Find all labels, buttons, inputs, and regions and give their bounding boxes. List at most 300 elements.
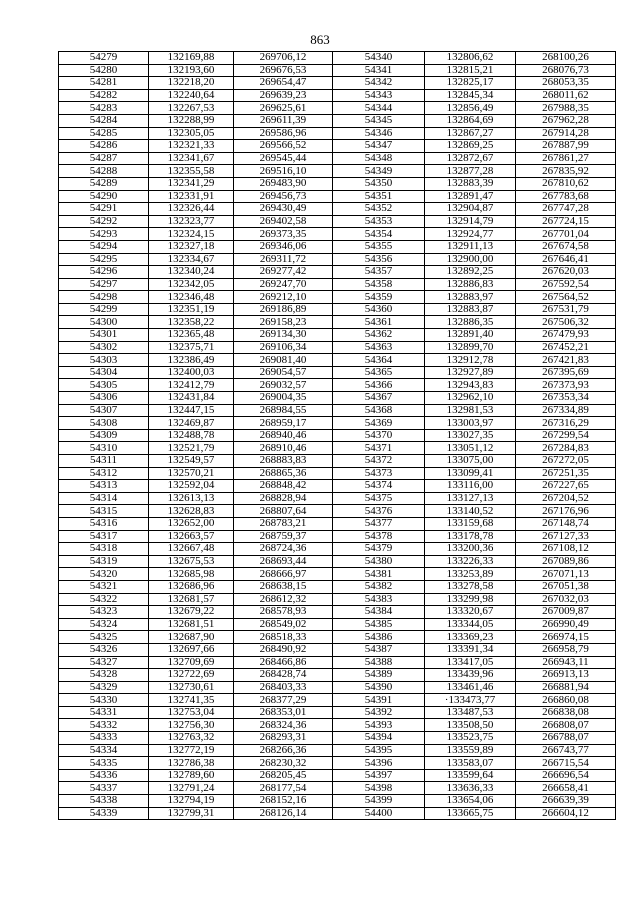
point-number-left: 54291 xyxy=(59,203,149,216)
point-number-right: 54351 xyxy=(333,190,425,203)
y-coordinate-left: 268959,17 xyxy=(234,417,333,430)
x-coordinate-right: 133599,64 xyxy=(425,769,516,782)
x-coordinate-right: 133099,41 xyxy=(425,467,516,480)
y-coordinate-right: 267334,89 xyxy=(516,404,616,417)
table-row xyxy=(59,732,616,745)
table-row xyxy=(59,568,616,581)
y-coordinate-right: 267620,03 xyxy=(516,266,616,279)
table-row xyxy=(59,455,616,468)
point-number-right: 54347 xyxy=(333,140,425,153)
x-coordinate-left: 132218,20 xyxy=(149,77,234,90)
x-coordinate-right: 132877,28 xyxy=(425,165,516,178)
y-coordinate-right: 267353,34 xyxy=(516,392,616,405)
point-number-right: 54389 xyxy=(333,669,425,682)
point-number-right: 54385 xyxy=(333,618,425,631)
x-coordinate-right: 132943,83 xyxy=(425,379,516,392)
x-coordinate-left: 132305,05 xyxy=(149,127,234,140)
y-coordinate-left: 268205,45 xyxy=(234,769,333,782)
table-row xyxy=(59,165,616,178)
y-coordinate-right: 266990,49 xyxy=(516,618,616,631)
y-coordinate-left: 269483,90 xyxy=(234,177,333,190)
point-number-right: 54386 xyxy=(333,631,425,644)
x-coordinate-right: 132904,87 xyxy=(425,203,516,216)
point-number-right: 54367 xyxy=(333,392,425,405)
x-coordinate-right: 133369,23 xyxy=(425,631,516,644)
x-coordinate-left: 132709,69 xyxy=(149,656,234,669)
x-coordinate-left: 132334,67 xyxy=(149,253,234,266)
y-coordinate-left: 268549,02 xyxy=(234,618,333,631)
y-coordinate-left: 268230,32 xyxy=(234,757,333,770)
point-number-left: 54326 xyxy=(59,643,149,656)
table-row xyxy=(59,593,616,606)
y-coordinate-left: 269706,12 xyxy=(234,52,333,65)
y-coordinate-right: 266743,77 xyxy=(516,744,616,757)
y-coordinate-left: 268518,33 xyxy=(234,631,333,644)
x-coordinate-right: 133200,36 xyxy=(425,543,516,556)
point-number-right: 54384 xyxy=(333,606,425,619)
point-number-left: 54279 xyxy=(59,52,149,65)
table-row xyxy=(59,291,616,304)
x-coordinate-left: 132400,03 xyxy=(149,366,234,379)
y-coordinate-right: 267592,54 xyxy=(516,278,616,291)
x-coordinate-right: 133226,33 xyxy=(425,555,516,568)
y-coordinate-right: 266860,08 xyxy=(516,694,616,707)
point-number-right: 54344 xyxy=(333,102,425,115)
point-number-left: 54335 xyxy=(59,757,149,770)
y-coordinate-left: 269054,57 xyxy=(234,366,333,379)
point-number-right: 54345 xyxy=(333,114,425,127)
point-number-left: 54298 xyxy=(59,291,149,304)
point-number-right: 54398 xyxy=(333,782,425,795)
x-coordinate-left: 132628,83 xyxy=(149,505,234,518)
table-row xyxy=(59,240,616,253)
y-coordinate-left: 269106,34 xyxy=(234,341,333,354)
x-coordinate-right: 133583,07 xyxy=(425,757,516,770)
x-coordinate-left: 132323,77 xyxy=(149,215,234,228)
point-number-left: 54281 xyxy=(59,77,149,90)
x-coordinate-left: 132667,48 xyxy=(149,543,234,556)
point-number-left: 54293 xyxy=(59,228,149,241)
y-coordinate-left: 268177,54 xyxy=(234,782,333,795)
y-coordinate-right: 267176,96 xyxy=(516,505,616,518)
x-coordinate-right: 132825,17 xyxy=(425,77,516,90)
x-coordinate-left: 132341,67 xyxy=(149,152,234,165)
point-number-left: 54289 xyxy=(59,177,149,190)
y-coordinate-right: 266639,39 xyxy=(516,795,616,808)
point-number-right: 54378 xyxy=(333,530,425,543)
point-number-left: 54283 xyxy=(59,102,149,115)
table-row xyxy=(59,580,616,593)
table-row xyxy=(59,190,616,203)
y-coordinate-right: 267204,52 xyxy=(516,492,616,505)
point-number-left: 54297 xyxy=(59,278,149,291)
y-coordinate-right: 267479,93 xyxy=(516,329,616,342)
x-coordinate-left: 132327,18 xyxy=(149,240,234,253)
point-number-right: 54371 xyxy=(333,442,425,455)
x-coordinate-left: 132652,00 xyxy=(149,517,234,530)
x-coordinate-right: ·133473,77 xyxy=(425,694,516,707)
x-coordinate-right: 133417,05 xyxy=(425,656,516,669)
y-coordinate-right: 266838,08 xyxy=(516,706,616,719)
table-row xyxy=(59,492,616,505)
point-number-right: 54352 xyxy=(333,203,425,216)
point-number-right: 54397 xyxy=(333,769,425,782)
point-number-right: 54358 xyxy=(333,278,425,291)
table-row xyxy=(59,631,616,644)
y-coordinate-left: 269158,23 xyxy=(234,316,333,329)
y-coordinate-left: 268377,29 xyxy=(234,694,333,707)
point-number-right: 54341 xyxy=(333,64,425,77)
point-number-right: 54370 xyxy=(333,429,425,442)
point-number-right: 54349 xyxy=(333,165,425,178)
point-number-right: 54388 xyxy=(333,656,425,669)
y-coordinate-left: 269516,10 xyxy=(234,165,333,178)
x-coordinate-right: 132845,34 xyxy=(425,89,516,102)
table-row xyxy=(59,253,616,266)
point-number-left: 54286 xyxy=(59,140,149,153)
x-coordinate-right: 133299,98 xyxy=(425,593,516,606)
y-coordinate-left: 269311,72 xyxy=(234,253,333,266)
point-number-right: 54362 xyxy=(333,329,425,342)
point-number-left: 54332 xyxy=(59,719,149,732)
table-row xyxy=(59,694,616,707)
x-coordinate-left: 132763,32 xyxy=(149,732,234,745)
x-coordinate-right: 132900,00 xyxy=(425,253,516,266)
x-coordinate-left: 132412,79 xyxy=(149,379,234,392)
point-number-left: 54292 xyxy=(59,215,149,228)
point-number-left: 54299 xyxy=(59,303,149,316)
point-number-left: 54315 xyxy=(59,505,149,518)
x-coordinate-left: 132549,57 xyxy=(149,455,234,468)
table-row xyxy=(59,329,616,342)
x-coordinate-right: 133178,78 xyxy=(425,530,516,543)
x-coordinate-right: 132891,40 xyxy=(425,329,516,342)
y-coordinate-left: 268848,42 xyxy=(234,480,333,493)
x-coordinate-right: 133140,52 xyxy=(425,505,516,518)
table-row xyxy=(59,316,616,329)
point-number-right: 54382 xyxy=(333,580,425,593)
y-coordinate-left: 268666,97 xyxy=(234,568,333,581)
x-coordinate-right: 132891,47 xyxy=(425,190,516,203)
point-number-right: 54393 xyxy=(333,719,425,732)
x-coordinate-left: 132331,91 xyxy=(149,190,234,203)
y-coordinate-left: 269456,73 xyxy=(234,190,333,203)
x-coordinate-right: 133461,46 xyxy=(425,681,516,694)
y-coordinate-right: 267395,69 xyxy=(516,366,616,379)
y-coordinate-left: 268865,36 xyxy=(234,467,333,480)
point-number-right: 54387 xyxy=(333,643,425,656)
point-number-right: 54365 xyxy=(333,366,425,379)
y-coordinate-right: 267421,83 xyxy=(516,354,616,367)
table-row xyxy=(59,505,616,518)
point-number-right: 54350 xyxy=(333,177,425,190)
x-coordinate-right: 133665,75 xyxy=(425,807,516,820)
x-coordinate-right: 133116,00 xyxy=(425,480,516,493)
x-coordinate-left: 132756,30 xyxy=(149,719,234,732)
point-number-left: 54307 xyxy=(59,404,149,417)
point-number-right: 54366 xyxy=(333,379,425,392)
point-number-left: 54282 xyxy=(59,89,149,102)
x-coordinate-left: 132681,51 xyxy=(149,618,234,631)
x-coordinate-left: 132469,87 xyxy=(149,417,234,430)
table-row xyxy=(59,114,616,127)
point-number-right: 54355 xyxy=(333,240,425,253)
point-number-left: 54290 xyxy=(59,190,149,203)
x-coordinate-right: 133344,05 xyxy=(425,618,516,631)
point-number-right: 54356 xyxy=(333,253,425,266)
x-coordinate-right: 133439,96 xyxy=(425,669,516,682)
point-number-left: 54336 xyxy=(59,769,149,782)
y-coordinate-right: 266958,79 xyxy=(516,643,616,656)
y-coordinate-right: 267724,15 xyxy=(516,215,616,228)
point-number-left: 54320 xyxy=(59,568,149,581)
table-row xyxy=(59,303,616,316)
point-number-left: 54314 xyxy=(59,492,149,505)
table-row xyxy=(59,543,616,556)
x-coordinate-right: 132883,87 xyxy=(425,303,516,316)
x-coordinate-right: 132883,97 xyxy=(425,291,516,304)
coordinates-table-body xyxy=(59,52,616,820)
point-number-left: 54288 xyxy=(59,165,149,178)
y-coordinate-right: 267148,74 xyxy=(516,517,616,530)
table-row xyxy=(59,152,616,165)
point-number-right: 54394 xyxy=(333,732,425,745)
y-coordinate-left: 268403,33 xyxy=(234,681,333,694)
x-coordinate-left: 132675,53 xyxy=(149,555,234,568)
y-coordinate-left: 269676,53 xyxy=(234,64,333,77)
x-coordinate-right: 132912,78 xyxy=(425,354,516,367)
x-coordinate-right: 132856,49 xyxy=(425,102,516,115)
x-coordinate-right: 133636,33 xyxy=(425,782,516,795)
x-coordinate-left: 132722,69 xyxy=(149,669,234,682)
x-coordinate-left: 132193,60 xyxy=(149,64,234,77)
table-row xyxy=(59,606,616,619)
x-coordinate-left: 132741,35 xyxy=(149,694,234,707)
point-number-left: 54310 xyxy=(59,442,149,455)
point-number-left: 54318 xyxy=(59,543,149,556)
point-number-right: 54357 xyxy=(333,266,425,279)
y-coordinate-right: 267089,86 xyxy=(516,555,616,568)
y-coordinate-right: 267316,29 xyxy=(516,417,616,430)
x-coordinate-right: 133391,34 xyxy=(425,643,516,656)
point-number-right: 54368 xyxy=(333,404,425,417)
y-coordinate-left: 268724,36 xyxy=(234,543,333,556)
point-number-left: 54330 xyxy=(59,694,149,707)
y-coordinate-right: 267747,28 xyxy=(516,203,616,216)
point-number-right: 54348 xyxy=(333,152,425,165)
y-coordinate-left: 268152,16 xyxy=(234,795,333,808)
x-coordinate-right: 132886,35 xyxy=(425,316,516,329)
table-row xyxy=(59,429,616,442)
point-number-left: 54294 xyxy=(59,240,149,253)
y-coordinate-left: 269212,10 xyxy=(234,291,333,304)
y-coordinate-right: 267299,54 xyxy=(516,429,616,442)
y-coordinate-right: 268053,35 xyxy=(516,77,616,90)
y-coordinate-right: 266658,41 xyxy=(516,782,616,795)
point-number-right: 54343 xyxy=(333,89,425,102)
y-coordinate-left: 268466,86 xyxy=(234,656,333,669)
x-coordinate-left: 132663,57 xyxy=(149,530,234,543)
y-coordinate-right: 266808,07 xyxy=(516,719,616,732)
y-coordinate-right: 267988,35 xyxy=(516,102,616,115)
x-coordinate-right: 132806,62 xyxy=(425,52,516,65)
point-number-left: 54285 xyxy=(59,127,149,140)
y-coordinate-right: 266974,15 xyxy=(516,631,616,644)
table-row xyxy=(59,354,616,367)
y-coordinate-left: 268490,92 xyxy=(234,643,333,656)
x-coordinate-left: 132431,84 xyxy=(149,392,234,405)
point-number-right: 54400 xyxy=(333,807,425,820)
point-number-right: 54399 xyxy=(333,795,425,808)
y-coordinate-left: 269639,23 xyxy=(234,89,333,102)
point-number-right: 54375 xyxy=(333,492,425,505)
table-row xyxy=(59,719,616,732)
point-number-left: 54334 xyxy=(59,744,149,757)
y-coordinate-left: 269346,06 xyxy=(234,240,333,253)
y-coordinate-right: 267071,13 xyxy=(516,568,616,581)
table-row xyxy=(59,807,616,820)
table-row xyxy=(59,681,616,694)
table-row xyxy=(59,102,616,115)
y-coordinate-left: 268984,55 xyxy=(234,404,333,417)
x-coordinate-right: 133508,50 xyxy=(425,719,516,732)
point-number-right: 54392 xyxy=(333,706,425,719)
x-coordinate-left: 132799,31 xyxy=(149,807,234,820)
x-coordinate-right: 132899,70 xyxy=(425,341,516,354)
table-row xyxy=(59,618,616,631)
x-coordinate-left: 132447,15 xyxy=(149,404,234,417)
x-coordinate-right: 133027,35 xyxy=(425,429,516,442)
y-coordinate-right: 266788,07 xyxy=(516,732,616,745)
page-number: 863 xyxy=(310,32,330,47)
x-coordinate-right: 133654,06 xyxy=(425,795,516,808)
table-row xyxy=(59,341,616,354)
y-coordinate-left: 269277,42 xyxy=(234,266,333,279)
y-coordinate-right: 267564,52 xyxy=(516,291,616,304)
x-coordinate-left: 132346,48 xyxy=(149,291,234,304)
point-number-right: 54396 xyxy=(333,757,425,770)
y-coordinate-right: 267272,05 xyxy=(516,455,616,468)
x-coordinate-left: 132358,22 xyxy=(149,316,234,329)
y-coordinate-right: 266943,11 xyxy=(516,656,616,669)
table-row xyxy=(59,278,616,291)
point-number-left: 54337 xyxy=(59,782,149,795)
x-coordinate-left: 132267,53 xyxy=(149,102,234,115)
y-coordinate-right: 267887,99 xyxy=(516,140,616,153)
y-coordinate-left: 268428,74 xyxy=(234,669,333,682)
y-coordinate-right: 268076,73 xyxy=(516,64,616,77)
y-coordinate-left: 269586,96 xyxy=(234,127,333,140)
point-number-left: 54300 xyxy=(59,316,149,329)
table-row xyxy=(59,669,616,682)
table-row xyxy=(59,228,616,241)
x-coordinate-right: 133075,00 xyxy=(425,455,516,468)
y-coordinate-left: 268883,83 xyxy=(234,455,333,468)
y-coordinate-right: 267009,87 xyxy=(516,606,616,619)
x-coordinate-right: 133278,58 xyxy=(425,580,516,593)
table-row xyxy=(59,795,616,808)
table-row xyxy=(59,64,616,77)
table-row xyxy=(59,77,616,90)
table-row xyxy=(59,52,616,65)
point-number-left: 54308 xyxy=(59,417,149,430)
point-number-right: 54391 xyxy=(333,694,425,707)
point-number-left: 54296 xyxy=(59,266,149,279)
x-coordinate-left: 132789,60 xyxy=(149,769,234,782)
x-coordinate-right: 133127,13 xyxy=(425,492,516,505)
y-coordinate-left: 268353,01 xyxy=(234,706,333,719)
point-number-left: 54328 xyxy=(59,669,149,682)
table-row xyxy=(59,656,616,669)
table-row xyxy=(59,203,616,216)
x-coordinate-left: 132341,29 xyxy=(149,177,234,190)
point-number-right: 54361 xyxy=(333,316,425,329)
point-number-left: 54295 xyxy=(59,253,149,266)
y-coordinate-right: 267674,58 xyxy=(516,240,616,253)
y-coordinate-left: 269402,58 xyxy=(234,215,333,228)
point-number-left: 54317 xyxy=(59,530,149,543)
table-row xyxy=(59,517,616,530)
x-coordinate-left: 132685,98 xyxy=(149,568,234,581)
x-coordinate-left: 132697,66 xyxy=(149,643,234,656)
x-coordinate-right: 132981,53 xyxy=(425,404,516,417)
y-coordinate-left: 268638,15 xyxy=(234,580,333,593)
y-coordinate-left: 268910,46 xyxy=(234,442,333,455)
point-number-left: 54301 xyxy=(59,329,149,342)
x-coordinate-left: 132791,24 xyxy=(149,782,234,795)
point-number-left: 54329 xyxy=(59,681,149,694)
point-number-right: 54372 xyxy=(333,455,425,468)
x-coordinate-left: 132681,57 xyxy=(149,593,234,606)
point-number-left: 54325 xyxy=(59,631,149,644)
y-coordinate-left: 268828,94 xyxy=(234,492,333,505)
x-coordinate-left: 132365,48 xyxy=(149,329,234,342)
x-coordinate-left: 132794,19 xyxy=(149,795,234,808)
x-coordinate-left: 132240,64 xyxy=(149,89,234,102)
x-coordinate-right: 133487,53 xyxy=(425,706,516,719)
point-number-right: 54383 xyxy=(333,593,425,606)
point-number-left: 54303 xyxy=(59,354,149,367)
point-number-left: 54322 xyxy=(59,593,149,606)
x-coordinate-left: 132351,19 xyxy=(149,303,234,316)
point-number-left: 54333 xyxy=(59,732,149,745)
y-coordinate-right: 268100,26 xyxy=(516,52,616,65)
y-coordinate-right: 267531,79 xyxy=(516,303,616,316)
table-row xyxy=(59,379,616,392)
table-row xyxy=(59,417,616,430)
y-coordinate-right: 268011,62 xyxy=(516,89,616,102)
point-number-right: 54354 xyxy=(333,228,425,241)
y-coordinate-left: 269134,30 xyxy=(234,329,333,342)
point-number-left: 54302 xyxy=(59,341,149,354)
y-coordinate-left: 269625,61 xyxy=(234,102,333,115)
y-coordinate-left: 268940,46 xyxy=(234,429,333,442)
x-coordinate-left: 132342,05 xyxy=(149,278,234,291)
y-coordinate-right: 267227,65 xyxy=(516,480,616,493)
table-row xyxy=(59,266,616,279)
table-row xyxy=(59,480,616,493)
x-coordinate-right: 132924,77 xyxy=(425,228,516,241)
y-coordinate-right: 267835,92 xyxy=(516,165,616,178)
point-number-right: 54369 xyxy=(333,417,425,430)
point-number-right: 54342 xyxy=(333,77,425,90)
point-number-right: 54381 xyxy=(333,568,425,581)
y-coordinate-right: 267284,83 xyxy=(516,442,616,455)
point-number-right: 54373 xyxy=(333,467,425,480)
table-row xyxy=(59,89,616,102)
table-row xyxy=(59,706,616,719)
point-number-right: 54353 xyxy=(333,215,425,228)
